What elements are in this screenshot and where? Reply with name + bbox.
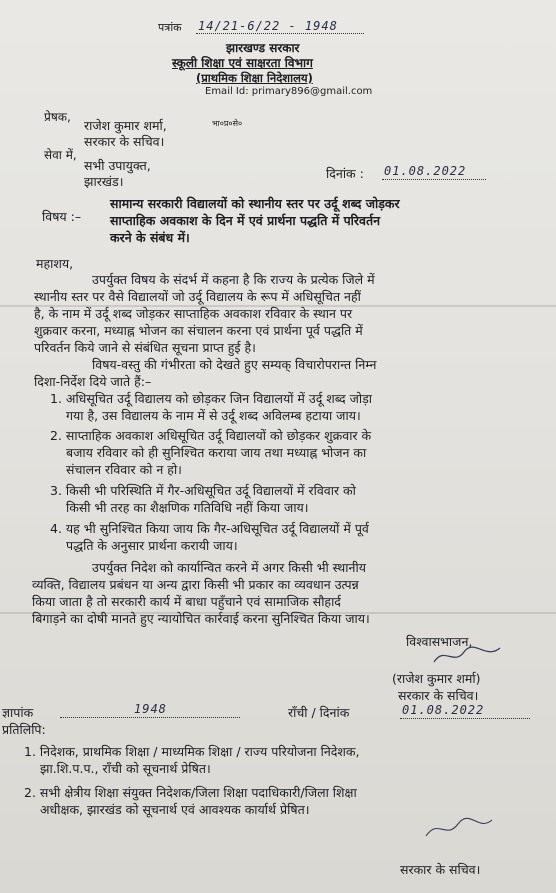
memo-date: 01.08.2022 [402, 703, 485, 717]
memo-label: ज्ञापांक [2, 705, 34, 720]
subject-line: करने के संबंध में। [110, 230, 190, 245]
para1-line: स्थानीय स्तर पर वैसे विद्यालयों जो उर्दू विद्यालय के रूप में अधिसूचित नहीं [34, 289, 361, 304]
govt-name: झारखण्ड सरकार [226, 41, 300, 55]
to-line1: सभी उपायुक्त, [84, 158, 151, 173]
para1-line: विषय-वस्तु की गंभीरता को देखते हुए सम्यक् विचारोपरान्त निम्न [92, 357, 377, 372]
para2-line: व्यक्ति, विद्यालय प्रबंधन या अन्य द्वारा किसी भी प्रकार का व्यवधान उत्पन्न [32, 577, 359, 592]
para1-line: शुक्रवार करना, मध्याह्न भोजन का संचालन करना एवं प्रार्थना पूर्व पद्धति में [34, 323, 363, 338]
signatory-title: सरकार के सचिव। [398, 688, 479, 703]
email: Email Id: primary896@gmail.com [205, 86, 373, 97]
point-2-line: बजाय रविवार को ही सुनिश्चित कराया जाय तथा मध्याह्न भोजन का [66, 445, 367, 460]
point-2-line: संचालन रविवार को न हो। [66, 462, 182, 477]
signature-mark [420, 810, 500, 844]
memo-number: 1948 [134, 702, 167, 716]
memo-place-date: राँची / दिनांक [288, 705, 350, 720]
dept-name: स्कूली शिक्षा एवं साक्षरता विभाग [172, 56, 313, 70]
point-4-line: पद्धति के अनुसार प्रार्थना करायी जाय। [66, 538, 238, 553]
para2-line: बिगाड़ने का दोषी मानते हुए न्यायोचित कार्रवाई करना सुनिश्चित किया जाय। [32, 611, 370, 626]
sender-title: सरकार के सचिव। [84, 134, 165, 149]
sender-label: प्रेषक, [44, 110, 71, 124]
para1-line: दिशा-निर्देश दिये जाते हैं:– [34, 374, 152, 389]
point-1-line: 1. अधिसूचित उर्दू विद्यालय को छोड़कर जिन विद्यालयों में उर्दू शब्द जोड़ा [50, 391, 373, 406]
signature-mark [430, 640, 510, 670]
copy-1-line: 1. निदेशक, प्राथमिक शिक्षा / माध्यमिक शिक्षा / राज्य परियोजना निदेशक, [24, 744, 360, 759]
date-label: दिनांक : [326, 166, 364, 181]
point-3-line: 3. किसी भी परिस्थिति में गैर-अधिसूचित उर्दू विद्यालयों में रविवार को [50, 483, 356, 498]
sender-suffix: भा०प्र०से० [212, 119, 243, 128]
copy-2-line: 2. सभी क्षेत्रीय शिक्षा संयुक्त निदेशक/जिला शिक्षा पदाधिकारी/जिला शिक्षा [24, 785, 357, 800]
date-value: 01.08.2022 [384, 164, 467, 178]
copy-1-line: झा.शि.प.प., राँची को सूचनार्थ प्रेषित। [40, 761, 211, 776]
subject-line: सामान्य सरकारी विद्यालयों को स्थानीय स्तर पर उर्दू शब्द जोड़कर [110, 196, 400, 211]
signatory-name: (राजेश कुमार शर्मा) [392, 671, 481, 686]
salutation: महाशय, [36, 256, 74, 271]
subject-line: साप्ताहिक अवकाश के दिन में एवं प्रार्थना पद्धति में परिवर्तन [110, 213, 381, 228]
point-3-line: किसी भी तरह का शैक्षणिक गतिविधि नहीं किया जाय। [66, 500, 309, 515]
para1-line: परिवर्तन किये जाने से संबंधित सूचना प्राप्त हुई है। [34, 340, 256, 355]
footer-title: सरकार के सचिव। [400, 862, 481, 877]
point-1-line: गया है, उस विद्यालय के नाम में से उर्दू शब्द अविलम्ब हटाया जाय। [66, 408, 361, 423]
ref-number: 14/21-6/22 - 1948 [198, 19, 338, 33]
point-4-line: 4. यह भी सुनिश्चित किया जाय कि गैर-अधिसूचित उर्दू विद्यालयों में पूर्व [50, 521, 369, 536]
para2-line: उपर्युक्त निदेश को कार्यान्वित करने में अगर किसी भी स्थानीय [92, 560, 366, 575]
subject-label: विषय :– [42, 209, 82, 224]
para1-line: उपर्युक्त विषय के संदर्भ में कहना है कि राज्य के प्रत्येक जिले में [92, 272, 375, 287]
para1-line: है, के नाम में उर्दू शब्द जोड़कर साप्ताहिक अवकाश रविवार के स्थान पर [34, 306, 353, 321]
to-line2: झारखंड। [84, 174, 124, 189]
para2-line: किया जाता है तो सरकारी कार्य में बाधा पहुँचाने एवं सामाजिक सौहार्द [32, 594, 341, 609]
to-label: सेवा में, [44, 148, 77, 162]
copy-2-line: अधीक्षक, झारखंड को सूचनार्थ एवं आवश्यक कार्यार्थ प्रेषित। [40, 802, 310, 817]
directorate-name: (प्राथमिक शिक्षा निदेशालय) [196, 71, 313, 85]
closing: विश्वासभाजन, [406, 634, 473, 649]
copy-label: प्रतिलिपि: [2, 722, 46, 737]
point-2-line: 2. साप्ताहिक अवकाश अधिसूचित उर्दू विद्यालयों को छोड़कर शुक्रवार के [50, 428, 372, 443]
sender-name: राजेश कुमार शर्मा, [84, 118, 167, 133]
ref-label: पत्रांक [158, 21, 182, 34]
